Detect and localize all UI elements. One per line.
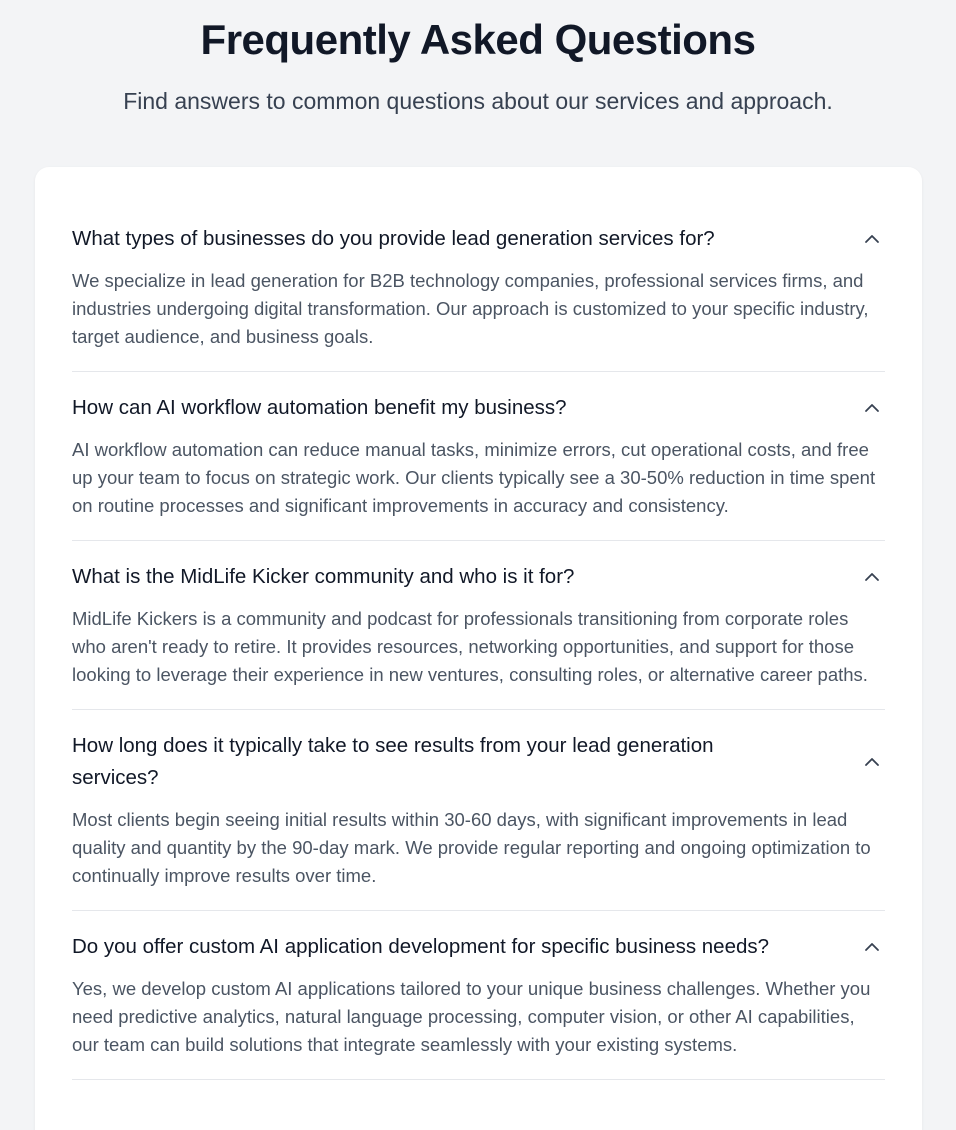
faq-question: How long does it typically take to see results from your lead generation services? [72,734,714,789]
faq-question-toggle[interactable] [72,392,885,424]
faq-question-toggle[interactable] [72,931,885,963]
chevron-up-icon[interactable] [861,397,883,419]
faq-answer: Most clients begin seeing initial results within 30-60 days, with significant improvements in lead quality and quantity by the 90-day mark. We provide regular reporting and ongoing optimization to continually improve results over time. [72,809,871,886]
page-title: Frequently Asked Questions [200,16,756,63]
faq-question-toggle[interactable] [72,730,885,794]
faq-question: What is the MidLife Kicker community and who is it for? [72,565,575,588]
faq-item [72,911,885,1080]
faq-question-toggle[interactable] [72,223,885,255]
chevron-up-icon[interactable] [861,566,883,588]
faq-item [72,167,885,372]
chevron-up-icon[interactable] [861,751,883,773]
faq-item [72,372,885,541]
faq-item [72,710,885,911]
faq-answer: AI workflow automation can reduce manual tasks, minimize errors, cut operational costs, and free up your team to focus on strategic work. Our clients typically see a 30-50% reduction in time spent on routine processes and significant improvements in accuracy and consistency. [72,439,876,516]
chevron-up-icon[interactable] [861,936,883,958]
faq-item [72,541,885,710]
chevron-up-icon[interactable] [861,228,883,250]
page-subtitle: Find answers to common questions about our services and approach. [123,88,833,114]
faq-question: What types of businesses do you provide lead generation services for? [72,227,715,250]
faq-card [35,167,922,1130]
faq-question: Do you offer custom AI application development for specific business needs? [72,935,770,958]
faq-answer: MidLife Kickers is a community and podcast for professionals transitioning from corporate roles who aren't ready to retire. It provides resources, networking opportunities, and support for those looking to leverage their experience in new ventures, consulting roles, or alternative career paths. [72,608,868,685]
faq-question: How can AI workflow automation benefit my business? [72,396,567,419]
faq-header [0,0,956,116]
faq-answer: Yes, we develop custom AI applications tailored to your unique business challenges. Whether you need predictive analytics, natural language processing, computer vision, or other AI capabilities, our team can build solutions that integrate seamlessly with your existing systems. [72,978,871,1055]
faq-question-toggle[interactable] [72,561,885,593]
faq-answer: We specialize in lead generation for B2B technology companies, professional services firms, and industries undergoing digital transformation. Our approach is customized to your specific industry, target audience, and business goals. [72,270,869,347]
